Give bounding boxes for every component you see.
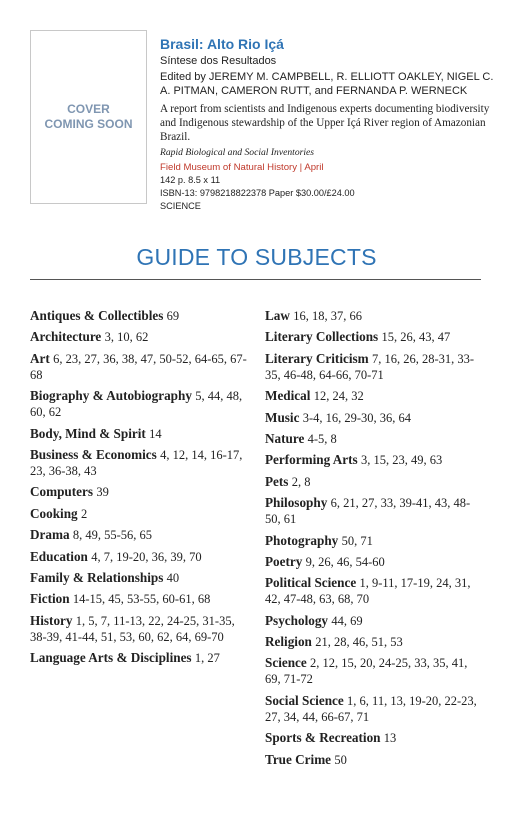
subject-name: Business & Economics bbox=[30, 446, 157, 462]
book-subtitle: Síntese dos Resultados bbox=[160, 55, 277, 67]
subject-entry bbox=[265, 634, 485, 650]
subject-entry bbox=[265, 752, 485, 768]
subject-pages: 3-4, 16, 29-30, 36, 64 bbox=[302, 410, 412, 425]
subject-entry bbox=[265, 533, 485, 549]
book-series: Rapid Biological and Social Inventories bbox=[160, 147, 315, 158]
book-category: SCIENCE bbox=[160, 201, 201, 211]
book-title: Brasil: Alto Rio Içá bbox=[160, 36, 284, 52]
subject-name: Nature bbox=[265, 430, 305, 446]
subject-entry bbox=[30, 308, 252, 324]
book-editors: Edited by JEREMY M. CAMPBELL, R. ELLIOTT OAKLEY, NIGEL C. A. PITMAN, CAMERON RUTT, and FERNANDA P. WERNECK bbox=[160, 71, 494, 97]
subject-pages: 69 bbox=[166, 309, 180, 323]
subject-name: Biography & Autobiography bbox=[30, 388, 192, 404]
subject-entry bbox=[265, 474, 485, 490]
subject-pages: 39 bbox=[96, 485, 109, 500]
subject-name: Drama bbox=[30, 527, 70, 543]
book-details bbox=[160, 36, 500, 213]
subject-entry bbox=[265, 308, 485, 324]
subject-entry bbox=[30, 613, 252, 645]
subject-entry bbox=[30, 484, 252, 500]
subject-entry bbox=[30, 506, 252, 522]
cover-placeholder bbox=[30, 30, 147, 204]
book-description: A report from scientists and Indigenous experts documenting biodiversity and Indigenous stewardship of the Upper Içá River region of Amazonian Brazil. bbox=[160, 103, 490, 143]
subject-pages: 8, 49, 55-56, 65 bbox=[72, 528, 153, 543]
subject-name: Philosophy bbox=[265, 495, 328, 511]
subject-name: Social Science bbox=[265, 692, 344, 708]
subject-entry bbox=[265, 351, 485, 383]
subject-name: Antiques & Collectibles bbox=[30, 308, 164, 323]
subject-column-right bbox=[265, 308, 485, 773]
subject-pages: 4, 12, 14, 16-17, 23, 36-38, 43 bbox=[30, 447, 243, 478]
subject-entry bbox=[30, 650, 252, 666]
subject-pages: 9, 26, 46, 54-60 bbox=[305, 554, 385, 569]
subject-pages: 14-15, 45, 53-55, 60-61, 68 bbox=[72, 592, 211, 607]
subject-entry bbox=[265, 655, 485, 687]
subject-entry bbox=[30, 351, 252, 383]
subject-name: Sports & Recreation bbox=[265, 730, 381, 746]
subject-entry bbox=[265, 554, 485, 570]
subject-name: Education bbox=[30, 548, 88, 564]
subject-pages: 4-5, 8 bbox=[307, 431, 337, 446]
subject-name: Photography bbox=[265, 532, 339, 548]
subject-name: True Crime bbox=[265, 751, 332, 767]
subject-pages: 6, 23, 27, 36, 38, 47, 50-52, 64-65, 67-68 bbox=[30, 351, 247, 382]
subject-name: Pets bbox=[265, 473, 289, 489]
cover-line-1: COVER bbox=[67, 102, 110, 116]
subject-name: Political Science bbox=[265, 575, 357, 591]
subject-entry bbox=[265, 495, 485, 527]
subject-name: Body, Mind & Spirit bbox=[30, 425, 146, 441]
subject-pages: 2, 12, 15, 20, 24-25, 33, 35, 41, 69, 71-72 bbox=[265, 656, 468, 687]
subject-name: Psychology bbox=[265, 612, 329, 628]
subject-entry bbox=[30, 426, 252, 442]
subject-pages: 1, 9-11, 17-19, 24, 31, 42, 47-48, 63, 68, 70 bbox=[265, 576, 471, 607]
subject-pages: 21, 28, 46, 51, 53 bbox=[315, 635, 403, 650]
subject-pages: 7, 16, 26, 28-31, 33-35, 46-48, 64-66, 70-71 bbox=[265, 351, 475, 382]
subject-name: Computers bbox=[30, 484, 94, 500]
subject-entry bbox=[30, 329, 252, 345]
subject-name: Literary Collections bbox=[265, 329, 379, 345]
subject-column-left bbox=[30, 308, 252, 671]
subject-pages: 15, 26, 43, 47 bbox=[381, 330, 451, 345]
subject-pages: 4, 7, 19-20, 36, 39, 70 bbox=[91, 549, 202, 564]
subject-pages: 6, 21, 27, 33, 39-41, 43, 48-50, 61 bbox=[265, 496, 471, 527]
subject-pages: 14 bbox=[149, 426, 162, 441]
subject-name: Law bbox=[265, 308, 290, 323]
book-publisher: Field Museum of Natural History | April bbox=[160, 162, 324, 173]
subject-pages: 1, 27 bbox=[194, 651, 220, 666]
heading-divider bbox=[30, 279, 481, 280]
book-isbn: ISBN-13: 9798218822378 Paper $30.00/£24.00 bbox=[160, 188, 355, 198]
subject-name: Science bbox=[265, 655, 307, 671]
subject-name: Music bbox=[265, 409, 300, 425]
subject-entry bbox=[265, 613, 485, 629]
book-format: 142 p. 8.5 x 11 bbox=[160, 175, 221, 185]
subject-name: Religion bbox=[265, 634, 312, 650]
subject-entry bbox=[265, 431, 485, 447]
subject-name: Architecture bbox=[30, 329, 102, 345]
subject-name: Fiction bbox=[30, 591, 70, 607]
subject-pages: 1, 5, 7, 11-13, 22, 24-25, 31-35, 38-39, 41-44, 51, 53, 60, 62, 64, 69-70 bbox=[30, 613, 235, 644]
subject-entry bbox=[265, 388, 485, 404]
subject-name: Art bbox=[30, 350, 50, 366]
subject-entry bbox=[265, 329, 485, 345]
subject-name: Performing Arts bbox=[265, 452, 358, 468]
subject-name: Language Arts & Disciplines bbox=[30, 650, 192, 666]
subject-name: Literary Criticism bbox=[265, 350, 369, 366]
subject-pages: 2 bbox=[80, 506, 88, 521]
subject-name: Cooking bbox=[30, 505, 78, 521]
cover-line-2: COMING SOON bbox=[44, 117, 133, 131]
subject-entry bbox=[30, 570, 252, 586]
subject-name: Medical bbox=[265, 388, 311, 404]
subject-pages: 1, 6, 11, 13, 19-20, 22-23, 27, 34, 44, 66-67, 71 bbox=[265, 693, 477, 724]
subject-pages: 50, 71 bbox=[341, 533, 373, 548]
subject-name: Poetry bbox=[265, 553, 303, 569]
subject-entry bbox=[30, 388, 252, 420]
subject-pages: 3, 15, 23, 49, 63 bbox=[360, 453, 443, 468]
subject-entry bbox=[265, 452, 485, 468]
subject-entry bbox=[265, 410, 485, 426]
subject-pages: 40 bbox=[166, 570, 180, 585]
subject-entry bbox=[265, 575, 485, 607]
subject-name: Family & Relationships bbox=[30, 569, 164, 585]
subject-entry bbox=[265, 730, 485, 746]
subject-name: History bbox=[30, 612, 73, 628]
subject-entry bbox=[30, 447, 252, 479]
subject-pages: 12, 24, 32 bbox=[313, 389, 364, 404]
guide-heading: GUIDE TO SUBJECTS bbox=[136, 244, 377, 270]
subject-entry bbox=[30, 549, 252, 565]
subject-pages: 3, 10, 62 bbox=[104, 330, 149, 345]
subject-pages: 5, 44, 48, 60, 62 bbox=[30, 389, 243, 420]
subject-pages: 44, 69 bbox=[331, 613, 363, 628]
subject-pages: 50 bbox=[334, 752, 347, 767]
subject-pages: 2, 8 bbox=[291, 474, 311, 489]
cover-placeholder-text bbox=[44, 102, 132, 132]
subject-entry bbox=[30, 527, 252, 543]
subject-pages: 16, 18, 37, 66 bbox=[293, 309, 362, 323]
subject-entry bbox=[265, 693, 485, 725]
subject-pages: 13 bbox=[383, 731, 397, 746]
subject-entry bbox=[30, 591, 252, 607]
